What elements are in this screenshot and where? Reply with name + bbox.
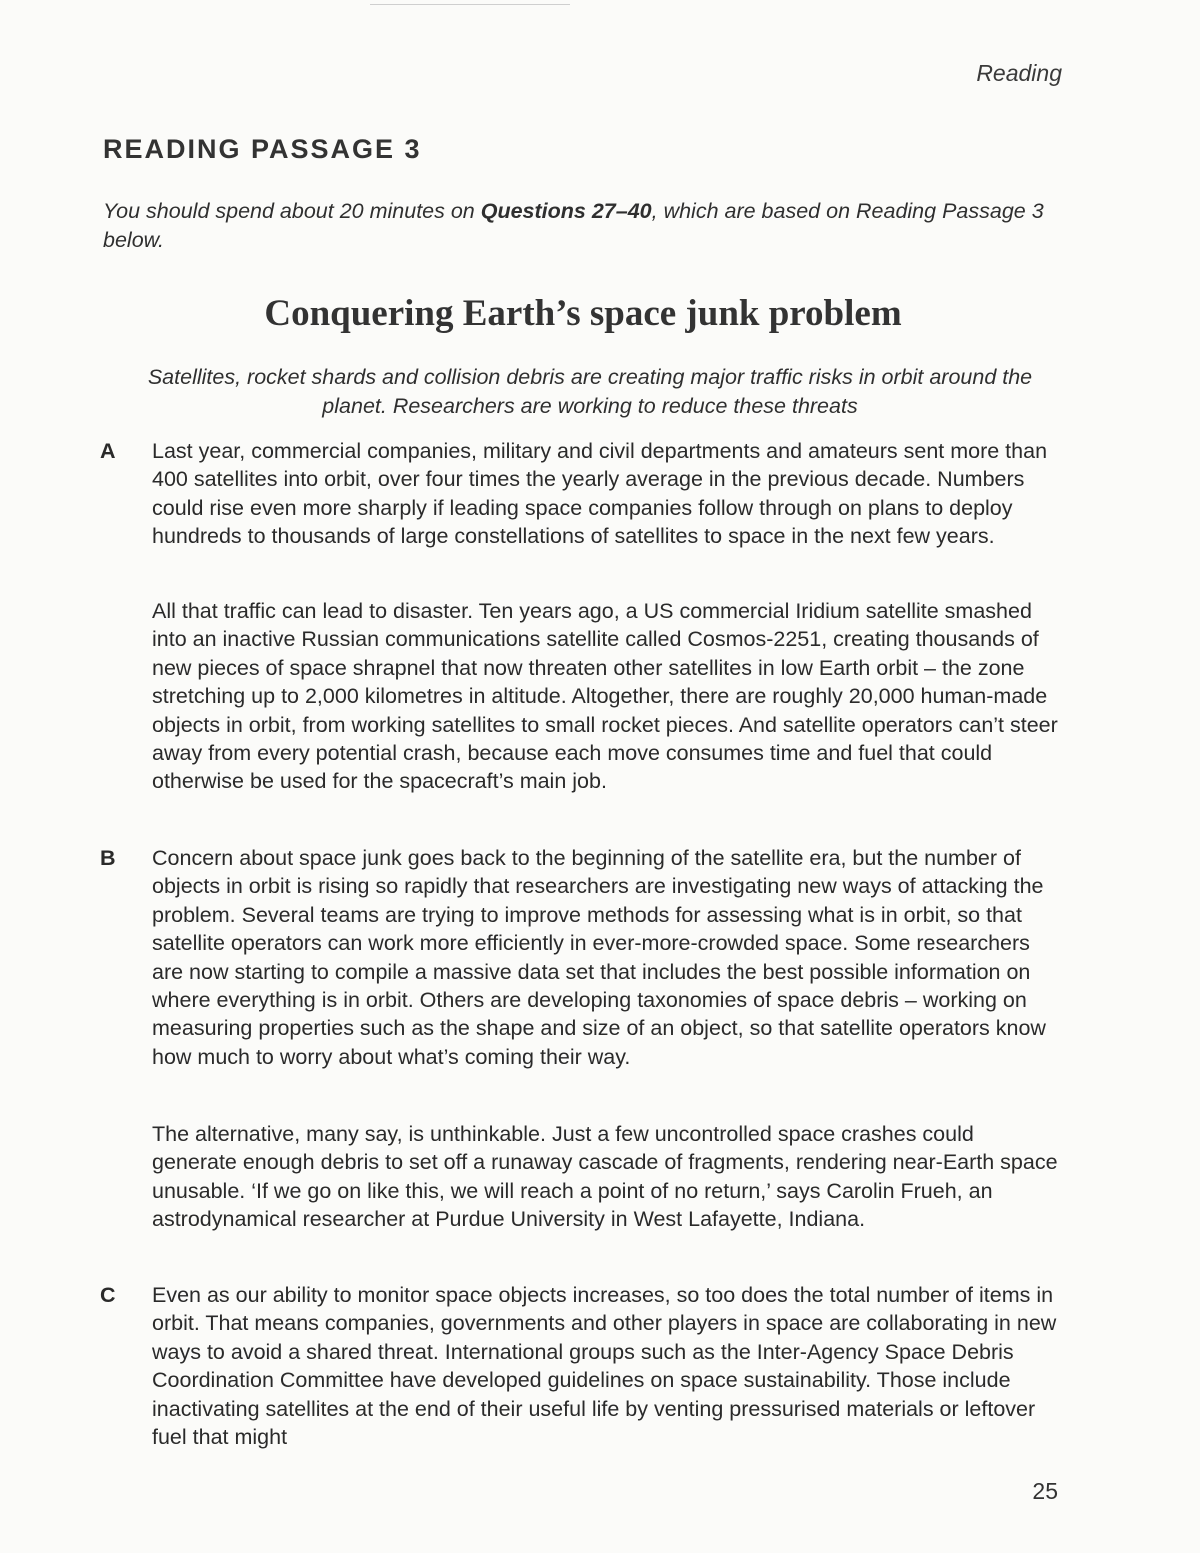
- article-subtitle: Satellites, rocket shards and collision debris are creating major traffic risks in orbit around the planet. Researchers are working to reduce these threats: [147, 365, 1033, 418]
- paragraph: Even as our ability to monitor space objects increases, so too does the total number of items in orbit. That means companies, governments and other players in space are collaborating in new ways to avoid a shared threat. International groups such as the Inter-Agency Space Debris Coordination Committee have developed guidelines on space sustainability. Those include inactivating satellites at the end of their useful life by venting pressurised materials or leftover fuel that might: [152, 1283, 1057, 1450]
- passage-heading: READING PASSAGE 3: [103, 134, 422, 164]
- instructions-text-before: You should spend about 20 minutes on: [103, 199, 481, 223]
- paragraph: All that traffic can lead to disaster. Ten years ago, a US commercial Iridium satellite smashed into an inactive Russian communications satellite called Cosmos-2251, creating thousands of new pieces of space shrapnel that now threaten other satellites in low Earth orbit – the zone stretching up to 2,000 kilometres in altitude. Altogether, there are roughly 20,000 human-made objects in orbit, from working satellites to small rocket pieces. And satellite operators can’t steer away from every potential crash, because each move consumes time and fuel that could otherwise be used for the spacecraft’s main job.: [152, 599, 1058, 794]
- article-title: Conquering Earth’s space junk problem: [264, 293, 902, 334]
- section-letter: A: [100, 439, 116, 463]
- paragraph: The alternative, many say, is unthinkable. Just a few uncontrolled space crashes could generate enough debris to set off a runaway cascade of fragments, rendering near-Earth space unusable. ‘If we go on like this, we will reach a point of no return,’ says Carolin Frueh, an astrodynamical researcher at Purdue University in West Lafayette, Indiana.: [152, 1122, 1058, 1232]
- running-head: Reading: [976, 60, 1062, 86]
- paragraph: Last year, commercial companies, military and civil departments and amateurs sent more than 400 satellites into orbit, over four times the yearly average in the previous decade. Numbers could rise even more sharply if leading space companies follow through on plans to deploy hundreds to thousands of large constellations of satellites to space in the next few years.: [152, 439, 1048, 549]
- instructions: [103, 197, 1073, 255]
- paragraph: Concern about space junk goes back to the beginning of the satellite era, but the number of objects in orbit is rising so rapidly that researchers are investigating new ways of attacking the problem. Several teams are trying to improve methods for assessing what is in orbit, so that satellite operators can work more efficiently in ever-more-crowded space. Some researchers are now starting to compile a massive data set that includes the best possible information on where everything is in orbit. Others are developing taxonomies of space debris – working on measuring properties such as the shape and size of an object, so that satellite operators know how much to worry about what’s coming their way.: [152, 846, 1046, 1069]
- instructions-questions-range: Questions 27–40: [480, 199, 652, 223]
- page-number: 25: [1032, 1478, 1058, 1504]
- section-letter: B: [100, 846, 116, 870]
- instructions-text-after: , which are based on Reading Passage 3 below.: [103, 199, 1044, 252]
- section-letter: C: [100, 1283, 116, 1307]
- scan-artifact-line: [370, 4, 570, 5]
